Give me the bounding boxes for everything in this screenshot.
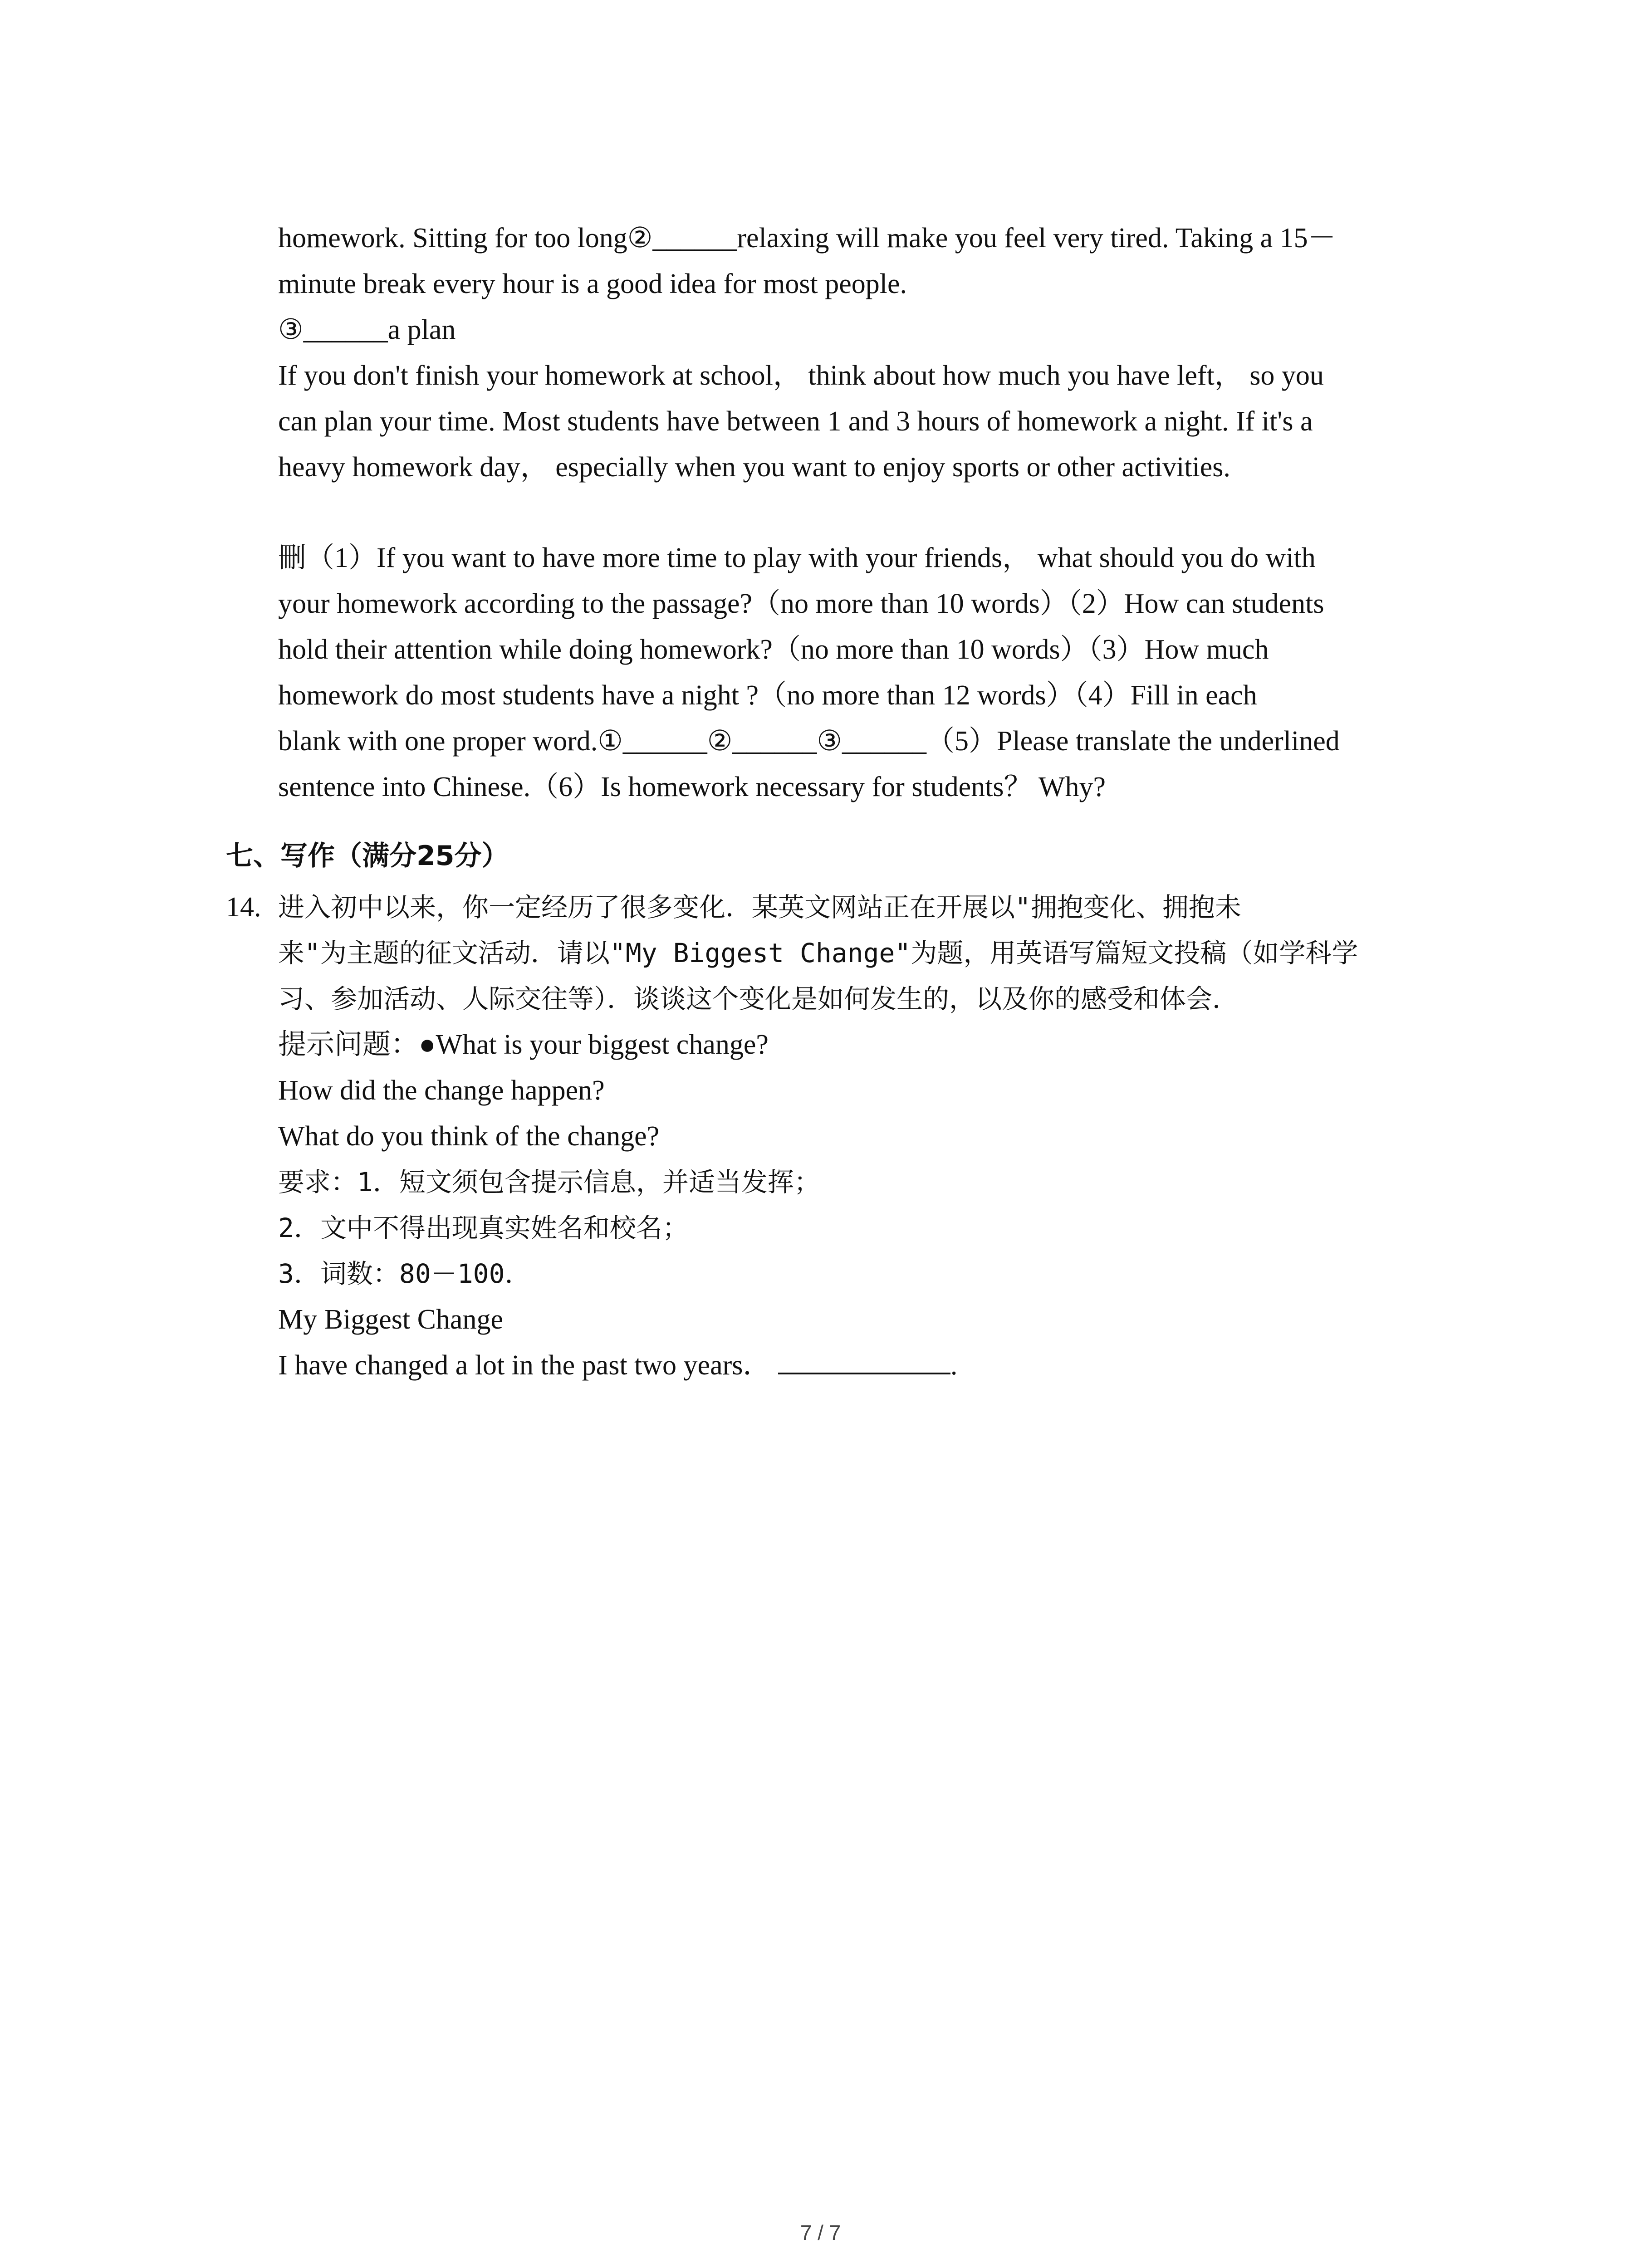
passage-line-5: can plan your time. Most students have between 1 and 3 hours of homework a night. If it's a (278, 406, 1313, 437)
essay-opening-text: I have changed a lot in the past two years． (278, 1350, 771, 1381)
writing-prompt-line-3: 习、参加活动、人际交往等）．谈谈这个变化是如何发生的，以及你的感受和体会． (278, 983, 1239, 1014)
passage-line-2: minute break every hour is a good idea for most people. (278, 269, 907, 299)
passage-line-1 (278, 215, 1444, 261)
passage-text: relaxing will make you feel very tired. Taking a 15－ (737, 223, 1336, 254)
writing-task (278, 885, 1444, 1388)
question-line-4: homework do most students have a night ?（no more than 12 words）（4）Fill in each (278, 680, 1257, 711)
passage-text: homework. Sitting for too long② (278, 223, 653, 254)
writing-hint-line-2: How did the change happen? (278, 1075, 605, 1106)
question-number: 14. (226, 892, 261, 923)
essay-opening-period: . (950, 1350, 958, 1381)
passage-blank-3: ______ (303, 314, 388, 345)
passage-text: ③ (278, 314, 304, 345)
passage-text: a plan (387, 314, 456, 345)
question-line-5: blank with one proper word.①______②______③______（5）Please translate the underlined (278, 726, 1340, 757)
writing-hint-line-3: What do you think of the change? (278, 1121, 660, 1152)
passage-line-4: If you don't finish your homework at school， think about how much you have left， so you (278, 360, 1324, 391)
essay-opening (278, 1343, 1444, 1388)
question-line-6: sentence into Chinese.（6）Is homework necessary for students？ Why? (278, 772, 1106, 802)
page-number: 7 / 7 (800, 2221, 841, 2244)
requirement-line-2: 2．文中不得出现真实姓名和校名； (278, 1212, 689, 1243)
passage-blank-2: ______ (652, 223, 737, 254)
question-line-2: your homework according to the passage?（no more than 10 words）（2）How can students (278, 588, 1324, 619)
question-line-1: 刪（1）If you want to have more time to play with your friends， what should you do with (278, 543, 1316, 573)
passage-line-6: heavy homework day， especially when you want to enjoy sports or other activities. (278, 452, 1230, 483)
answer-blank[interactable] (778, 1351, 950, 1374)
passage-line-3 (278, 307, 1444, 353)
section-heading-writing: 七、写作（满分25分） (226, 840, 509, 872)
essay-title: My Biggest Change (278, 1304, 503, 1335)
reading-passage (278, 215, 1444, 490)
writing-hint-line-1: 提示问题：●What is your biggest change? (278, 1029, 769, 1060)
question-line-3: hold their attention while doing homework?（no more than 10 words）（3）How much (278, 634, 1269, 665)
writing-prompt-line-1: 进入初中以来，你一定经历了很多变化．某英文网站正在开展以"拥抱变化、拥抱未 (278, 892, 1241, 923)
requirement-line-3: 3．词数：80－100． (278, 1258, 531, 1289)
comprehension-questions (278, 535, 1444, 810)
requirement-line-1: 要求：1．短文须包含提示信息，并适当发挥； (278, 1167, 820, 1198)
writing-prompt-line-2: 来"为主题的征文活动．请以"My Biggest Change"为题，用英语写篇短文投稿（如学科学 (278, 938, 1358, 968)
